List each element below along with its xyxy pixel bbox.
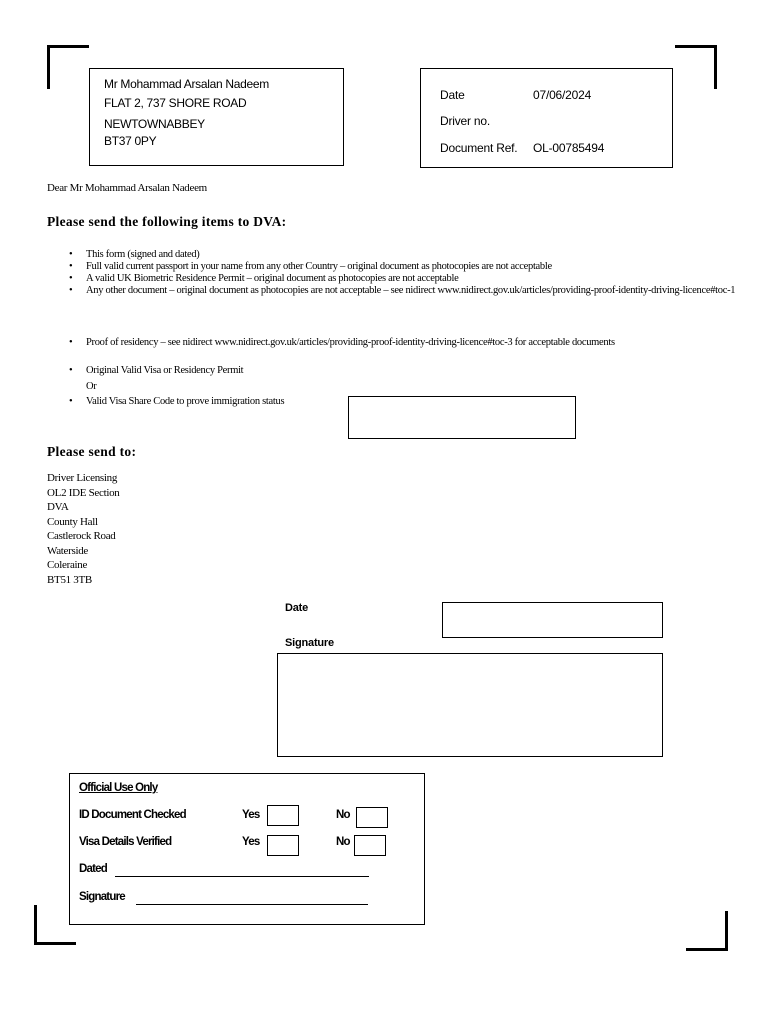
- corner-mark-bottom-left-h: [34, 942, 76, 945]
- corner-mark-top-right-v: [714, 45, 717, 89]
- item-text: Valid Visa Share Code to prove immigration status: [86, 396, 285, 407]
- date-label: Date: [440, 88, 465, 102]
- list-item-or: [47, 381, 367, 393]
- send-to-address-line: County Hall: [47, 516, 98, 528]
- driver-number-label: Driver no.: [440, 114, 491, 128]
- items-list-3: [47, 365, 367, 408]
- signoff-signature-input[interactable]: [277, 653, 663, 757]
- list-item: [47, 261, 767, 273]
- recipient-address-box: [89, 68, 344, 166]
- share-code-input-box[interactable]: [348, 396, 576, 439]
- corner-mark-bottom-right-v: [725, 911, 728, 951]
- recipient-name: Mr Mohammad Arsalan Nadeem: [104, 77, 269, 91]
- corner-mark-top-left-v: [47, 45, 50, 89]
- dated-line[interactable]: [115, 876, 369, 877]
- signoff-date-input[interactable]: [442, 602, 663, 638]
- official-use-title: Official Use Only: [79, 782, 158, 794]
- list-item: [47, 337, 767, 349]
- send-to-address-line: Driver Licensing: [47, 472, 118, 484]
- id-checked-label: ID Document Checked: [79, 809, 186, 821]
- items-list-2: [47, 337, 767, 349]
- visa-verified-yes-checkbox[interactable]: [267, 835, 299, 856]
- recipient-address-line2: NEWTOWNABBEY: [104, 117, 205, 131]
- document-ref-label: Document Ref.: [440, 141, 518, 155]
- bullet-icon: •: [69, 365, 73, 376]
- send-to-address-line: Waterside: [47, 545, 89, 557]
- id-checked-yes-label: Yes: [242, 809, 260, 821]
- send-to-address-line: Castlerock Road: [47, 530, 116, 542]
- corner-mark-top-left-h: [47, 45, 89, 48]
- bullet-icon: •: [69, 396, 73, 407]
- list-item: [47, 273, 767, 285]
- official-signature-line[interactable]: [136, 904, 368, 905]
- corner-mark-top-right-h: [675, 45, 717, 48]
- list-item: [47, 365, 367, 377]
- dated-label: Dated: [79, 863, 107, 875]
- bullet-icon: •: [69, 337, 73, 348]
- send-to-address-line: BT51 3TB: [47, 574, 92, 586]
- bullet-icon: •: [69, 249, 73, 260]
- date-value: 07/06/2024: [533, 88, 592, 102]
- bullet-icon: •: [69, 285, 73, 296]
- document-ref-value: OL-00785494: [533, 141, 605, 155]
- official-use-box: [69, 773, 425, 925]
- item-text: This form (signed and dated): [86, 249, 200, 260]
- list-item: [47, 396, 367, 408]
- recipient-postcode: BT37 0PY: [104, 134, 157, 148]
- document-meta-box: [420, 68, 673, 168]
- bullet-icon: •: [69, 261, 73, 272]
- send-to-heading: Please send to:: [47, 444, 137, 459]
- corner-mark-bottom-right-h: [686, 948, 728, 951]
- visa-verified-no-checkbox[interactable]: [354, 835, 386, 856]
- id-checked-yes-checkbox[interactable]: [267, 805, 299, 826]
- list-item: [47, 249, 767, 261]
- send-to-address-line: OL2 IDE Section: [47, 487, 120, 499]
- items-heading: Please send the following items to DVA:: [47, 214, 287, 229]
- send-to-address-line: DVA: [47, 501, 69, 513]
- item-text: Full valid current passport in your name from any other Country – original document as photocopies are not acceptable: [86, 261, 552, 272]
- recipient-address-line1: FLAT 2, 737 SHORE ROAD: [104, 96, 247, 110]
- corner-mark-bottom-left-v: [34, 905, 37, 945]
- id-checked-no-label: No: [336, 809, 350, 821]
- list-item: [47, 285, 767, 297]
- item-text: Proof of residency – see nidirect www.nidirect.gov.uk/articles/providing-proof-identity-driving-licence#toc-3 for acceptable documents: [86, 337, 615, 348]
- greeting: Dear Mr Mohammad Arsalan Nadeem: [47, 182, 207, 194]
- signoff-date-label: Date: [285, 602, 309, 614]
- visa-verified-label: Visa Details Verified: [79, 836, 172, 848]
- or-text: Or: [86, 381, 97, 392]
- official-signature-label: Signature: [79, 891, 125, 903]
- visa-verified-yes-label: Yes: [242, 836, 260, 848]
- visa-verified-no-label: No: [336, 836, 350, 848]
- item-text: Original Valid Visa or Residency Permit: [86, 365, 244, 376]
- send-to-address-line: Coleraine: [47, 559, 88, 571]
- id-checked-no-checkbox[interactable]: [356, 807, 388, 828]
- item-text: Any other document – original document as photocopies are not acceptable – see nidirect www.nidirect.gov.uk/articles/providing-proof-identity-driving-licence#toc-1: [86, 285, 736, 296]
- item-text: A valid UK Biometric Residence Permit – original document as photocopies are not acceptable: [86, 273, 459, 284]
- bullet-icon: •: [69, 273, 73, 284]
- items-list-1: [47, 249, 767, 297]
- signoff-signature-label: Signature: [285, 637, 334, 649]
